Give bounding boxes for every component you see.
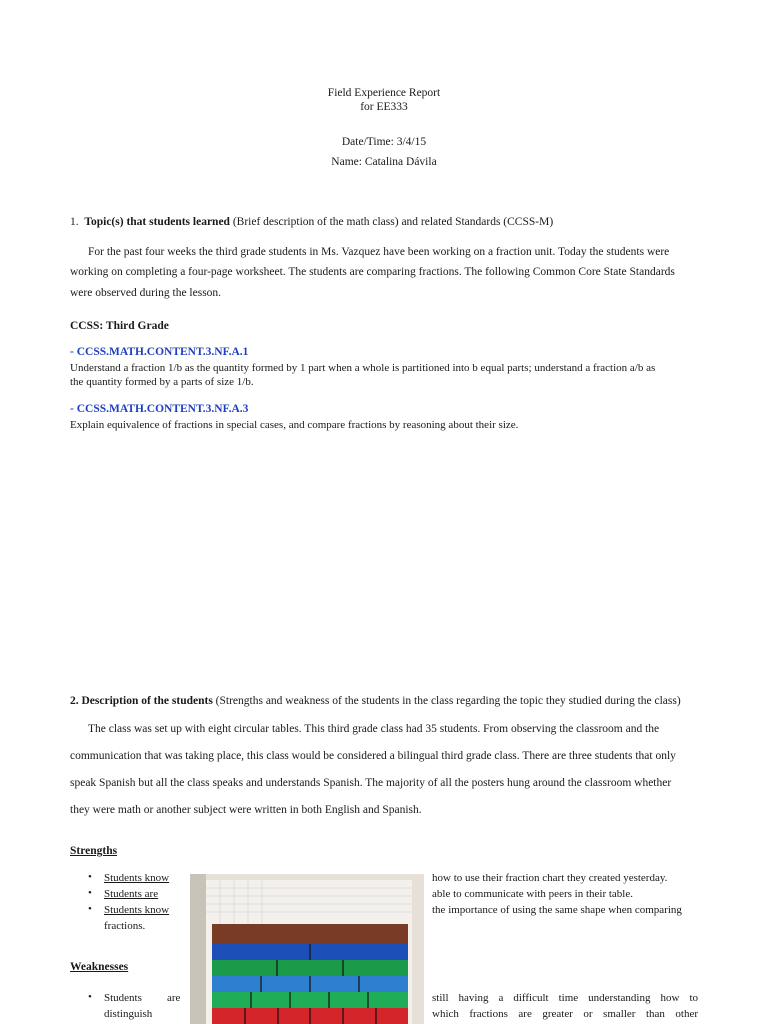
section2-line1: The class was set up with eight circular tables. This third grade class had 35 students. From observing the classroom and the — [88, 723, 660, 735]
weaknesses-heading: Weaknesses — [70, 961, 129, 973]
standard2-line1: Explain equivalence of fractions in special cases, and compare fractions by reasoning about their size. — [70, 419, 519, 431]
strength-continuation: fractions. — [104, 920, 146, 932]
bullet-dot: • — [88, 903, 92, 915]
strength-item-left-3: Students know — [104, 904, 170, 916]
section2-line4: they were math or another subject were written in both English and Spanish. — [70, 804, 422, 816]
fraction-chart-photo — [190, 874, 424, 1024]
weakness-right-2: which fractions are greater or smaller than other — [432, 1008, 698, 1020]
weakness-left-1: Students — [104, 992, 142, 1004]
bullet-dot: • — [88, 991, 92, 1003]
section2-heading — [70, 691, 681, 712]
weakness-left-1b: are — [167, 992, 181, 1004]
section1-number: 1. — [70, 216, 79, 228]
report-date: Date/Time: 3/4/15 — [341, 136, 427, 148]
report-title: Field Experience Report — [327, 87, 441, 99]
bullet-dot: • — [88, 871, 92, 883]
bullet-dot: • — [88, 887, 92, 899]
weakness-right-1: still having a difficult time understanding how to — [432, 992, 698, 1004]
strengths-heading: Strengths — [70, 845, 118, 857]
weakness-left-2: distinguish — [104, 1008, 153, 1020]
section1-heading-rest: (Brief description of the math class) and related Standards (CCSS-M) — [229, 216, 554, 228]
standard2-link[interactable]: - CCSS.MATH.CONTENT.3.NF.A.3 — [70, 403, 249, 415]
standard1-line1: Understand a fraction 1/b as the quantity formed by 1 part when a whole is partitioned into b equal parts; understand a fraction a/b as — [70, 362, 656, 374]
section1-heading-bold: Topic(s) that students learned — [84, 216, 230, 228]
standard1-link[interactable]: - CCSS.MATH.CONTENT.3.NF.A.1 — [70, 346, 249, 358]
section2-line3: speak Spanish but all the class speaks and understands Spanish. The majority of all the posters hung around the classroom whether — [70, 777, 672, 789]
section1-paragraph-line2: working on completing a four-page worksheet. The students are comparing fractions. The following Common Core State Standards — [70, 266, 675, 278]
section1-paragraph-line1: For the past four weeks the third grade students in Ms. Vazquez have been working on a fraction unit. Today the students were — [88, 246, 670, 258]
section1-heading — [70, 212, 553, 233]
section2-line2: communication that was taking place, this class would be considered a bilingual third grade class. There are three students that only — [70, 750, 676, 762]
fraction-chart-illustration — [190, 874, 424, 1024]
section1-paragraph-line3: were observed during the lesson. — [70, 287, 222, 299]
strength-item-right-1: how to use their fraction chart they created yesterday. — [432, 872, 668, 884]
standard1-line2: the quantity formed by a parts of size 1/b. — [70, 376, 254, 388]
report-name: Name: Catalina Dávila — [331, 156, 437, 168]
strength-item-left-1: Students know — [104, 872, 170, 884]
section2-heading-rest: (Strengths and weakness of the students in the class regarding the topic they studied during the class) — [212, 695, 681, 707]
section2-heading-bold: 2. Description of the students — [70, 695, 213, 707]
strength-item-right-2: able to communicate with peers in their table. — [432, 888, 633, 900]
report-course: for EE333 — [360, 101, 408, 113]
strength-item-right-3: the importance of using the same shape when comparing — [432, 904, 682, 916]
strength-item-left-2: Students are — [104, 888, 159, 900]
ccss-heading: CCSS: Third Grade — [70, 320, 169, 332]
